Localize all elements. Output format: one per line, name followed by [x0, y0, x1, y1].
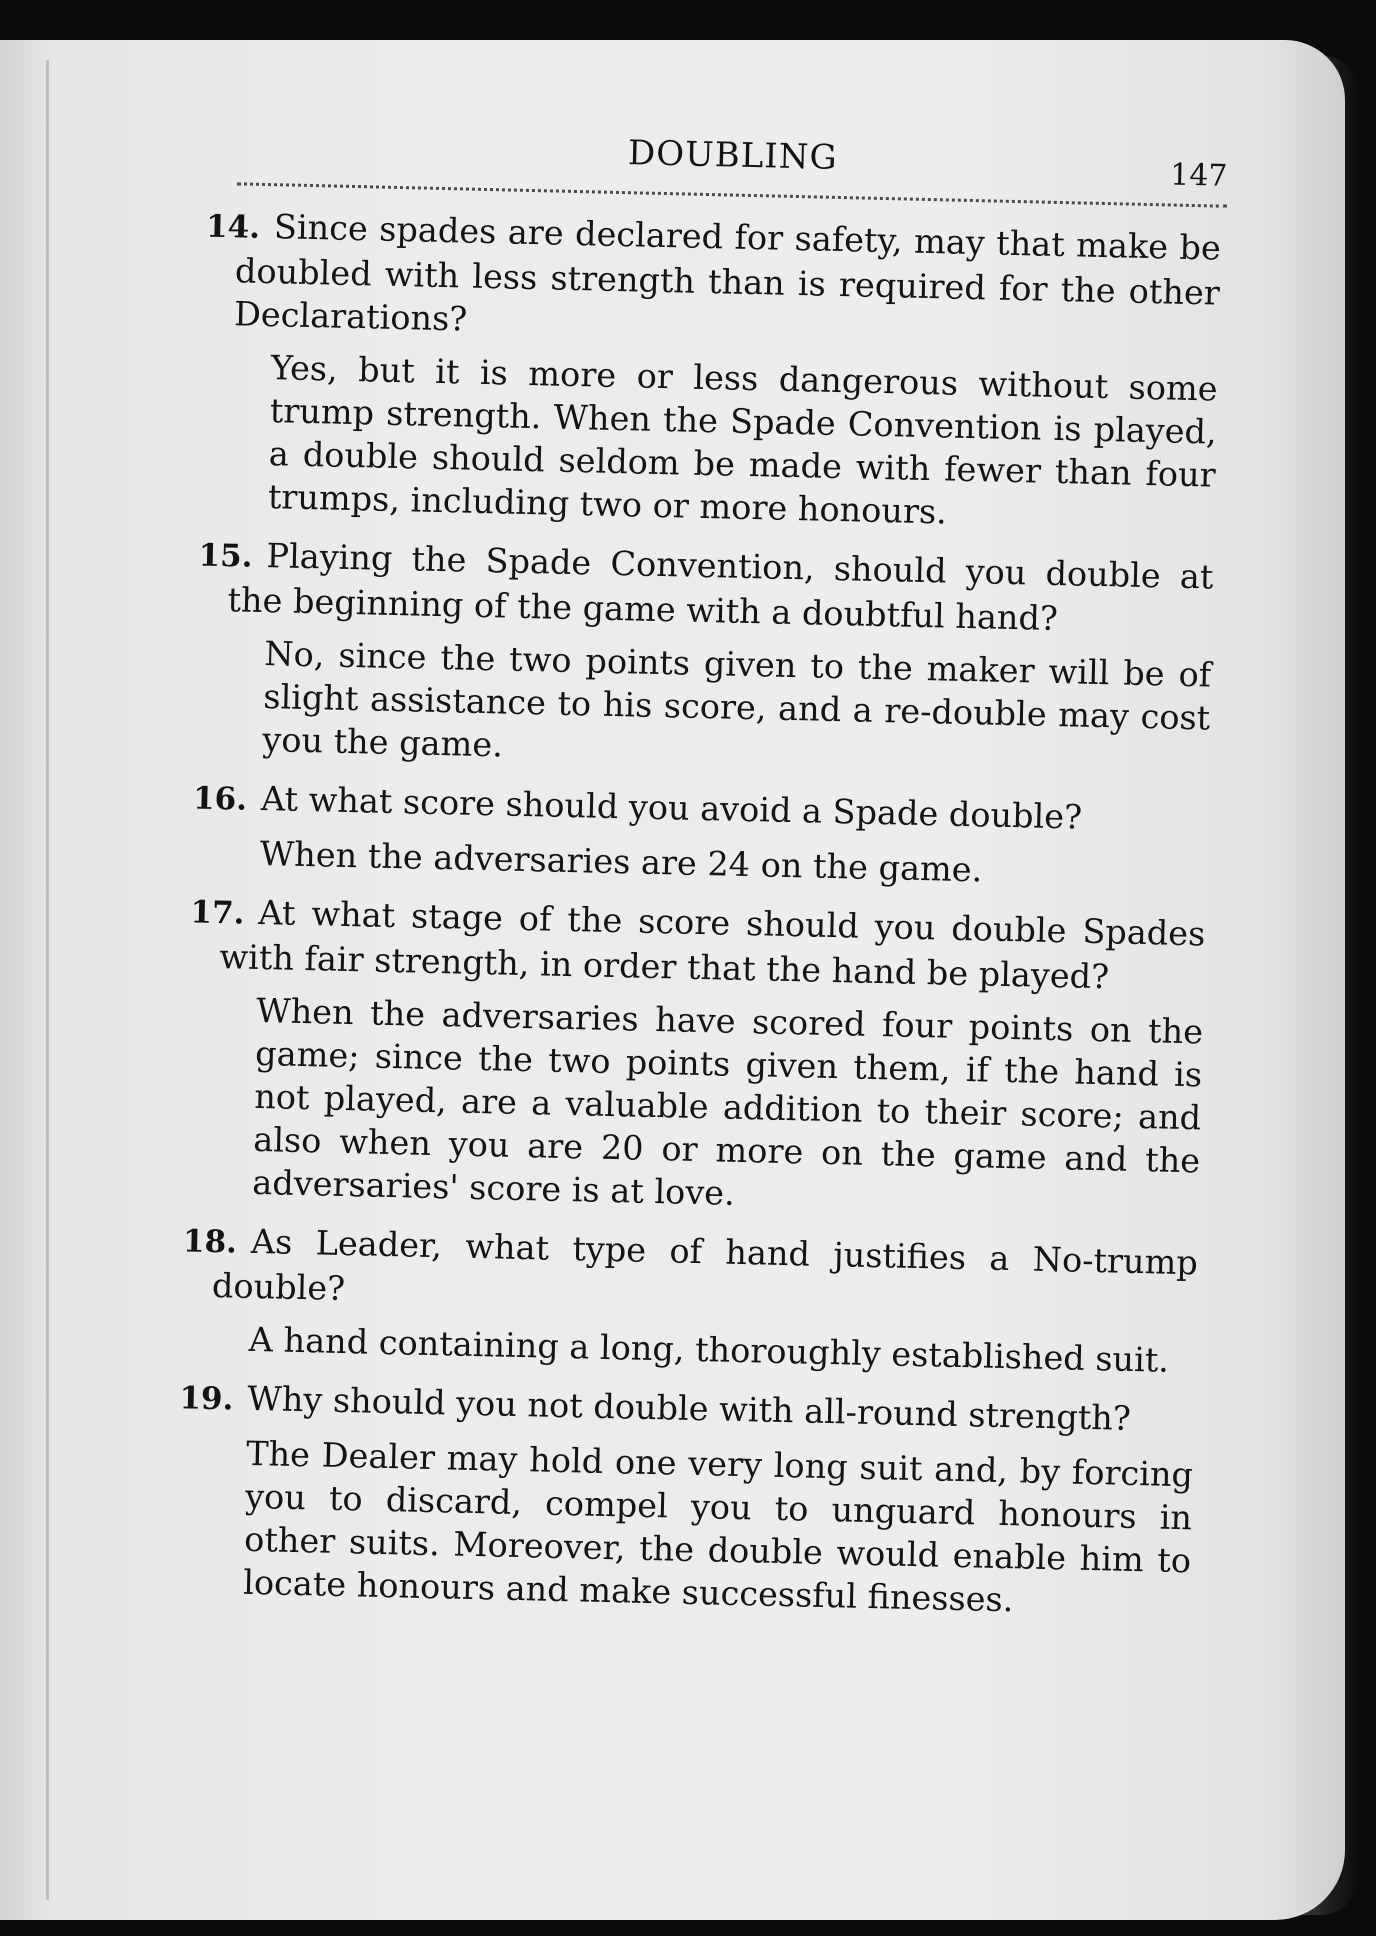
question-text: As Leader, what type of hand justifies a No-trump double?: [211, 1221, 1199, 1309]
question-number: 18.: [182, 1223, 238, 1261]
chapter-title: DOUBLING: [627, 133, 839, 178]
dotted-rule: [237, 182, 1227, 207]
question-text: At what stage of the score should you double Spades with fair strength, in order that the hand be played?: [219, 892, 1206, 997]
qa-entry-16: [191, 775, 1208, 896]
qa-entry-18: [180, 1218, 1198, 1382]
qa-entry-14: [199, 204, 1221, 540]
question: [189, 889, 1206, 1000]
qa-entry-19: [175, 1375, 1195, 1625]
question-text: Since spades are declared for safety, may that make be doubled with less strength than is required for the other Declarations?: [233, 207, 1222, 339]
answer-text: When the adversaries have scored four points on the game; since the two points given them, if the hand is not played, are a valuable addition to their score; and also when you are 20 or more on the game and the adversaries' score is at love.: [251, 990, 1204, 1213]
question-text: Why should you not double with all-round strength?: [246, 1378, 1132, 1438]
body-text: [174, 204, 1221, 1642]
answer-text: No, since the two points given to the maker will be of slight assistance to his score, and a re-double may cost you the game.: [261, 634, 1212, 765]
question-number: 14.: [205, 208, 261, 246]
answer-text: A hand containing a long, thoroughly established suit.: [248, 1319, 1170, 1380]
question: [182, 1218, 1199, 1329]
question: [204, 204, 1222, 358]
question-number: 16.: [192, 780, 248, 818]
question-number: 15.: [198, 537, 253, 575]
page-number: 147: [1169, 157, 1228, 194]
question-number: 19.: [179, 1380, 234, 1418]
answer-text: Yes, but it is more or less dangerous without some trump strength. When the Spade Convention is played, a double should seldom be made with fewer than four trumps, including two or more honours.: [267, 348, 1219, 532]
question-number: 17.: [190, 894, 245, 932]
book-page: [0, 40, 1345, 1920]
question-text: At what score should you avoid a Spade double?: [260, 779, 1083, 837]
answer-text: When the adversaries are 24 on the game.: [259, 833, 983, 890]
question: [197, 533, 1214, 644]
page-content: [0, 24, 1365, 1934]
question-text: Playing the Spade Convention, should you double at the beginning of the game with a doubtful hand?: [227, 536, 1214, 639]
qa-entry-15: [194, 533, 1214, 783]
qa-entry-17: [184, 889, 1206, 1225]
running-head: [237, 124, 1228, 216]
answer-text: The Dealer may hold one very long suit and, by forcing you to discard, compel you to unguard honours in other suits. Moreover, the double would enable him to locate honours and make successful finesses.: [242, 1433, 1194, 1620]
